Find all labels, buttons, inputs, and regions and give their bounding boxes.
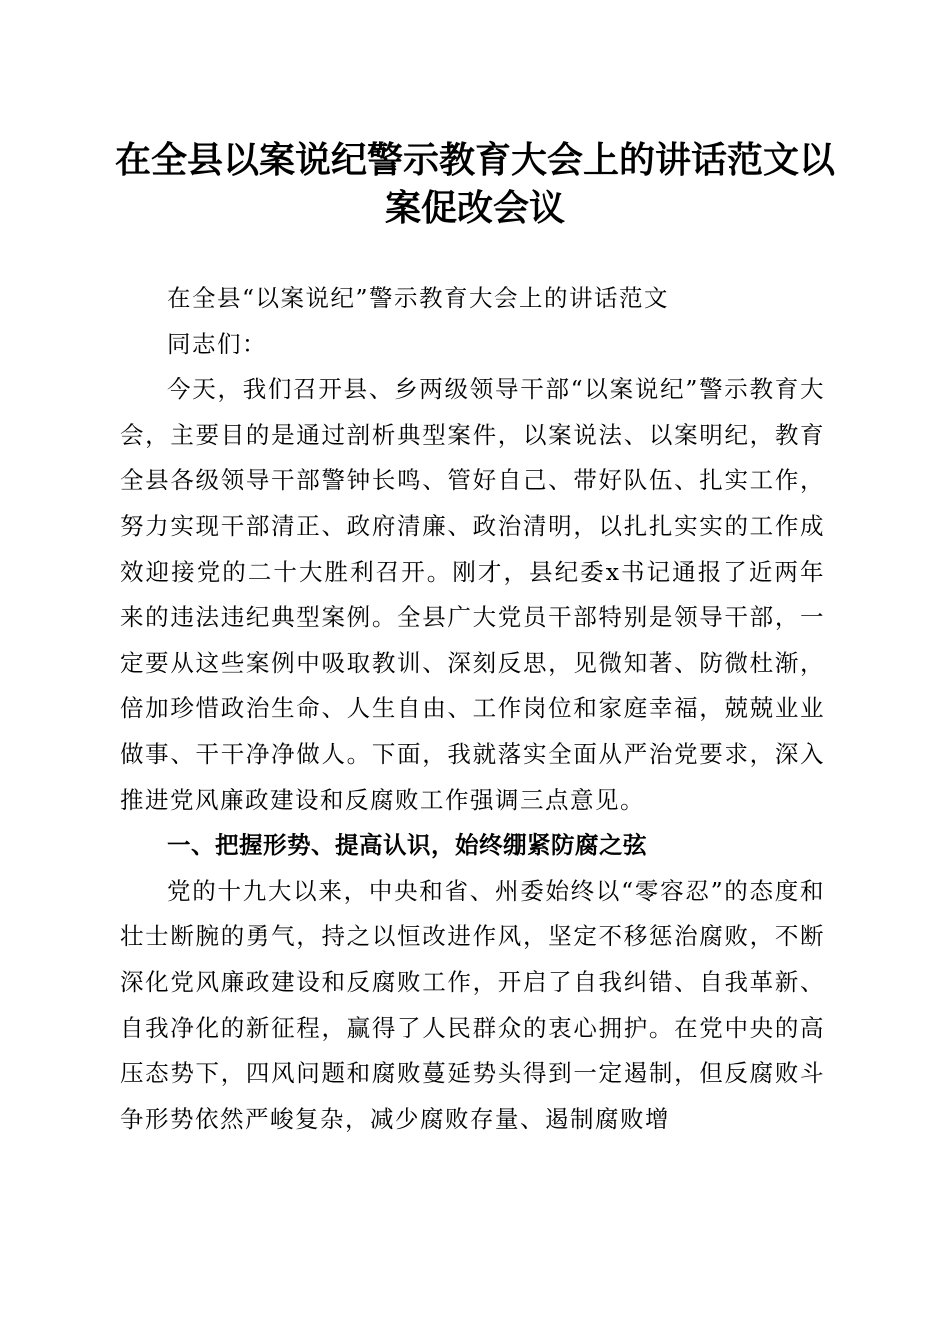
document-title: 在全县以案说纪警示教育大会上的讲话范文以案促改会议 bbox=[114, 139, 835, 229]
intro-paragraph: 今天，我们召开县、乡两级领导干部“以案说纪”警示教育大会，主要目的是通过剖析典型案件，以案说法、以案明纪，教育全县各级领导干部警钟长鸣、管好自己、带好队伍、扎实工作，努力实现干部清正、政府清廉、政治清明，以扎扎实实的工作成效迎接党的二十大胜利召开。刚才，县纪委x书记通报了近两年来的违法违纪典型案例。全县广大党员干部特别是领导干部，一定要从这些案例中吸取教训、深刻反思，见微知著、防微杜渐，倍加珍惜政治生命、人生自由、工作岗位和家庭幸福，兢兢业业做事、干干净净做人。下面，我就落实全面从严治党要求，深入推进党风廉政建设和反腐败工作强调三点意见。 bbox=[120, 375, 825, 814]
salutation-paragraph: 同志们： bbox=[167, 329, 267, 358]
document-body bbox=[120, 276, 825, 1142]
section-paragraph: 党的十九大以来，中央和省、州委始终以“零容忍”的态度和壮士断腕的勇气，持之以恒改进作风，坚定不移惩治腐败，不断深化党风廉政建设和反腐败工作，开启了自我纠错、自我革新、自我净化的新征程，赢得了人民群众的衷心拥护。在党中央的高压态势下，四风问题和腐败蔓延势头得到一定遏制，但反腐败斗争形势依然严峻复杂，减少腐败存量、遏制腐败增 bbox=[120, 876, 825, 1133]
subtitle-paragraph: 在全县“以案说纪”警示教育大会上的讲话范文 bbox=[167, 284, 670, 312]
section-heading: 一、把握形势、提高认识，始终绷紧防腐之弦 bbox=[167, 831, 647, 860]
